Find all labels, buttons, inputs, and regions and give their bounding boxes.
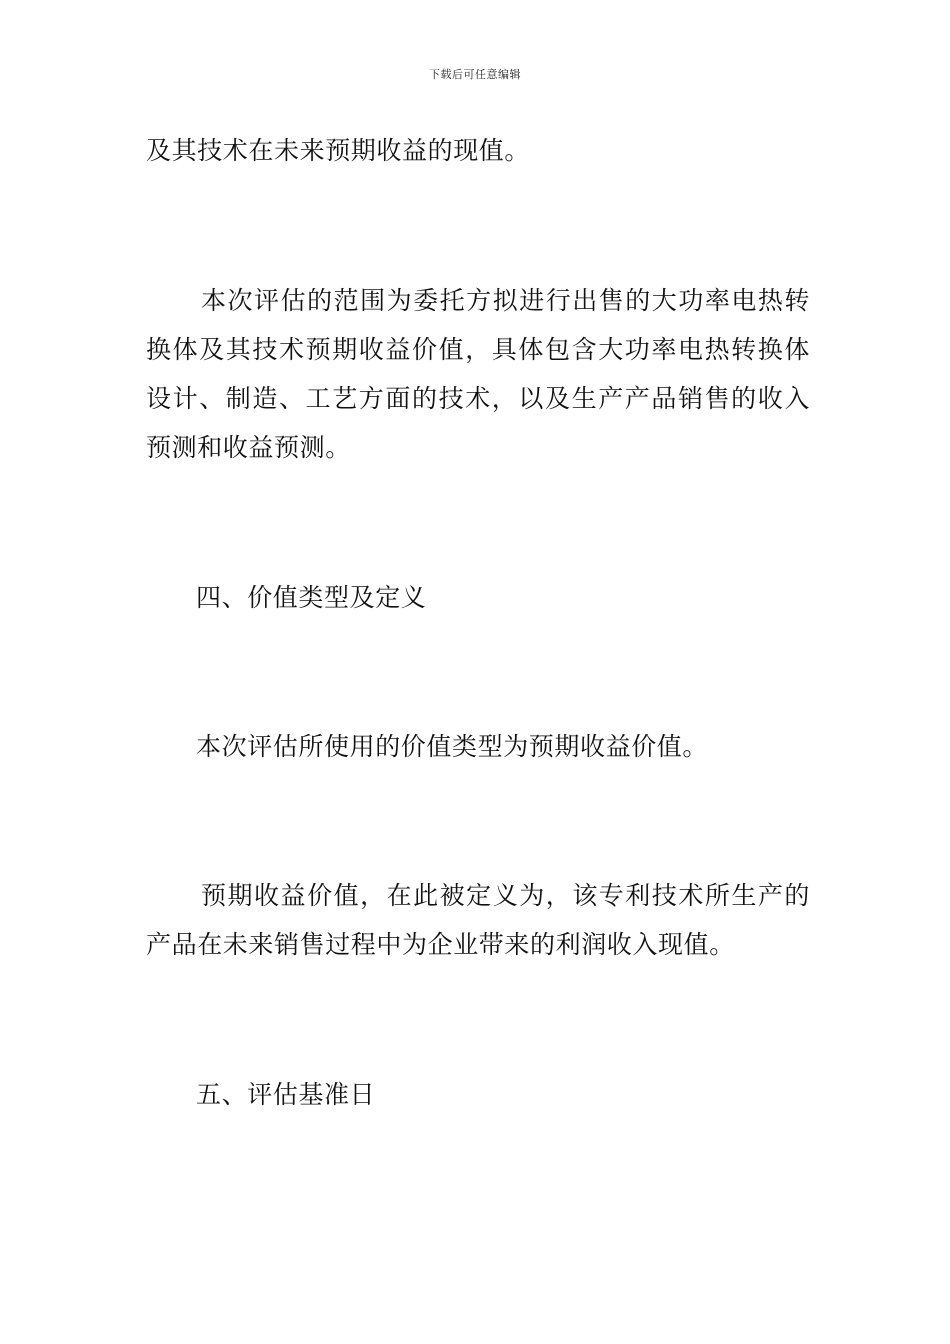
header-note: 下载后可任意编辑 — [429, 68, 521, 81]
paragraph-definition: 预期收益价值，在此被定义为，该专利技术所生产的产品在未来销售过程中为企业带来的利润收入现值。 — [146, 881, 810, 959]
section-heading-base-date: 五、评估基准日 — [196, 1080, 376, 1109]
paragraph-value-type: 本次评估所使用的价值类型为预期收益价值。 — [196, 732, 709, 761]
paragraph-scope: 本次评估的范围为委托方拟进行出售的大功率电热转换体及其技术预期收益价值，具体包含大功率电热转换体设计、制造、工艺方面的技术，以及生产产品销售的收入预测和收益预测。 — [146, 286, 810, 462]
paragraph-continuation: 及其技术在未来预期收益的现值。 — [146, 136, 531, 165]
section-heading-value-type: 四、价值类型及定义 — [196, 583, 427, 612]
